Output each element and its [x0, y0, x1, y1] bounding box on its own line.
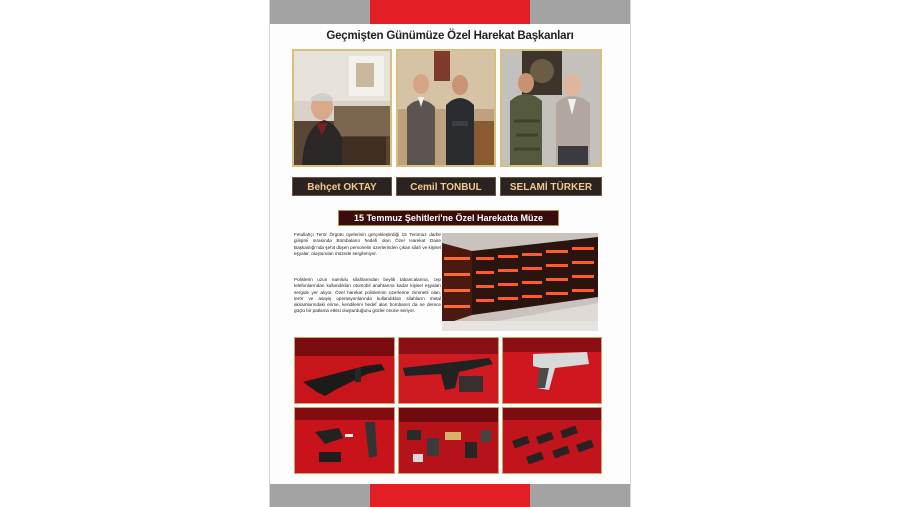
leader-name-1: Behçet OKTAY — [292, 177, 392, 196]
paragraph-1: Fetullahçı Terör Örgütü üyelerinin gerçekleştirdiği 15 Temmuz darbe girişimi sırasında Bombaların hedefi olan Özel Harekat Daire Başkanlığı'nda şehit düşen personelin üzerlerinden çıkan silah ve kişisel eşyalar, oluşturulan müzede sergileniyor. — [294, 232, 441, 256]
museum-photo — [442, 233, 598, 331]
exhibit-photo-1 — [294, 337, 395, 404]
exhibit-photo-3 — [502, 337, 602, 404]
leader-photo-1 — [292, 49, 392, 167]
page-title: Geçmişten Günümüze Özel Harekat Başkanları — [326, 30, 574, 42]
leader-photo-3 — [500, 49, 602, 167]
document-page — [269, 0, 631, 507]
exhibit-photo-2 — [398, 337, 499, 404]
leader-name-2: Cemil TONBUL — [396, 177, 496, 196]
section-title: 15 Temmuz Şehitleri'ne Özel Harekatta Müze — [338, 210, 559, 226]
top-color-band — [270, 0, 630, 24]
bottom-color-band — [270, 484, 630, 507]
top-red-block — [370, 0, 530, 24]
leader-photo-2 — [396, 49, 496, 167]
exhibit-photo-6 — [502, 407, 602, 474]
bottom-red-block — [370, 484, 530, 507]
exhibit-photo-4 — [294, 407, 395, 474]
paragraph-2: Polislerin uzun namlulu silahlarından beylik tabancalarına, cep telefonlarından kullandıkları otomobil anahtarına kadar kişisel eşyaları sergide yer alıyor. Özel harekat polislerinin üzerlerine zimmetli olan, terör ve asayiş operasyonlarında kullandıkları silahların metal aksamlarındaki erime, kendilerini hedef alan bombanın da ne derece güçlü bir patlama etkisi oluşturduğunu gözler önüne seriyor. — [294, 277, 441, 314]
leader-name-3: SELAMİ TÜRKER — [500, 177, 602, 196]
exhibit-photo-5 — [398, 407, 499, 474]
